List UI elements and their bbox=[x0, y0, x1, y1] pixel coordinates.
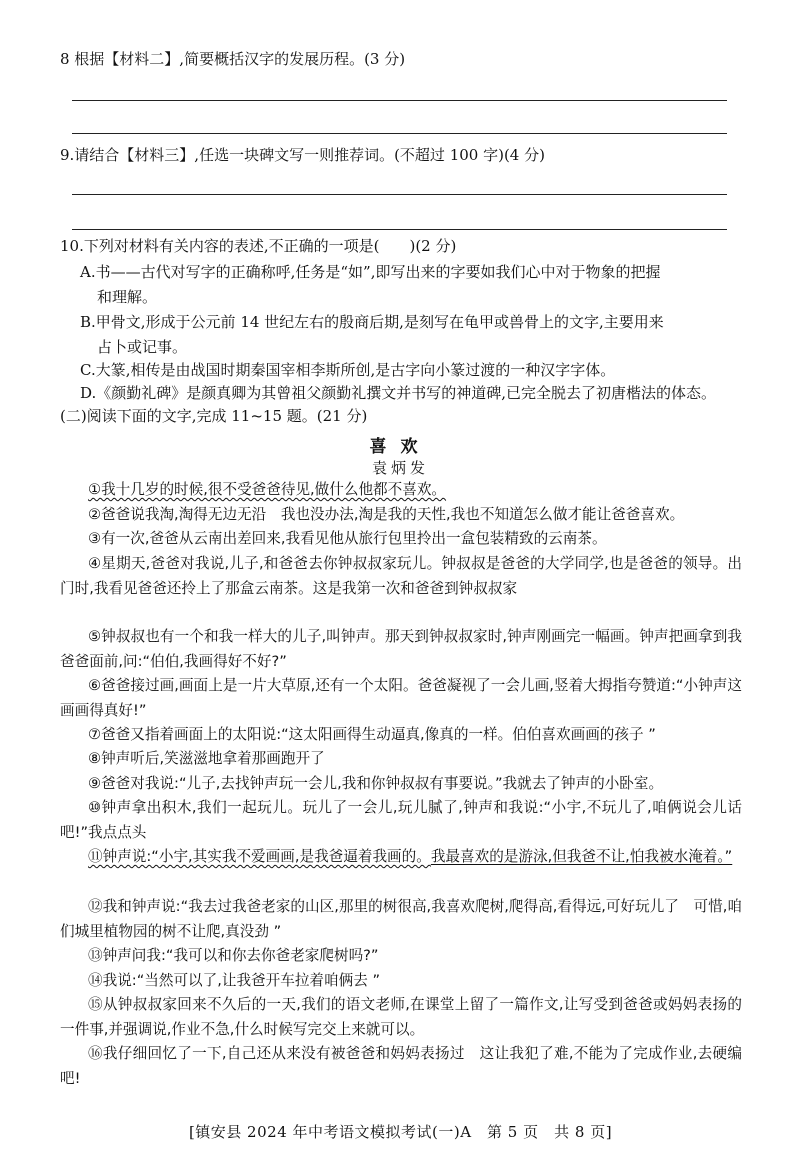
paragraph-4: ④星期天,爸爸对我说,儿子,和爸爸去你钟叔叔家玩儿。钟叔叔是爸爸的大学同学,也是爸爸的领导。出门时,我看见爸爸还拎上了那盒云南茶。这是我第一次和爸爸到钟叔叔家 bbox=[60, 555, 742, 597]
article-author: 袁炳发 bbox=[371, 459, 429, 477]
paragraph-2: ②爸爸说我淘,淘得无边无沿 我也没办法,淘是我的天性,我也不知道怎么做才能让爸爸喜欢。 bbox=[88, 506, 685, 523]
paragraph-12: ⑫我和钟声说:“我去过我爸老家的山区,那里的树很高,我喜欢爬树,爬得高,看得远,可好玩儿了 可惜,咱们城里植物园的树不让爬,真没劲 ” bbox=[60, 898, 742, 940]
option-c: C.大篆,相传是由战国时期秦国宰相李斯所创,是古字向小篆过渡的一种汉字字体。 bbox=[80, 361, 616, 379]
paragraph-13: ⑬钟声问我:“我可以和你去你爸老家爬树吗?” bbox=[88, 947, 379, 964]
paragraph-14: ⑭我说:“当然可以了,让我爸开车拉着咱俩去 ” bbox=[88, 972, 381, 989]
article-title: 喜欢 bbox=[369, 437, 432, 457]
underlined-text: 我最喜欢的是游泳,但我爸不让,怕我被水淹着。” bbox=[430, 848, 733, 865]
paragraph-7: ⑦爸爸又指着画面上的太阳说:“这太阳画得生动逼真,像真的一样。伯伯喜欢画画的孩子 ” bbox=[88, 726, 656, 743]
answer-line[interactable] bbox=[72, 229, 727, 230]
paragraph-5: ⑤钟叔叔也有一个和我一样大的儿子,叫钟声。那天到钟叔叔家时,钟声刚画完一幅画。钟声把画拿到我爸爸面前,问:“伯伯,我画得好不好?” bbox=[60, 628, 742, 670]
paragraph-10: ⑩钟声拿出积木,我们一起玩儿。玩儿了一会儿,玩儿腻了,钟声和我说:“小宇,不玩儿了,咱俩说会儿话吧!”我点点头 bbox=[60, 799, 742, 841]
page-footer: [镇安县 2024 年中考语文模拟考试(一)A 第 5 页 共 8 页] bbox=[188, 1123, 613, 1141]
question-8: 8 根据【材料二】,简要概括汉字的发展历程。(3 分) bbox=[60, 50, 406, 68]
paragraph-3: ③有一次,爸爸从云南出差回来,我看见他从旅行包里拎出一盒包装精致的云南茶。 bbox=[88, 530, 607, 547]
answer-line[interactable] bbox=[72, 133, 727, 134]
paragraph-8: ⑧钟声听后,笑滋滋地拿着那画跑开了 bbox=[88, 750, 325, 767]
paragraph-16: ⑯我仔细回忆了一下,自己还从来没有被爸爸和妈妈表扬过 这让我犯了难,不能为了完成作业,去硬编吧! bbox=[60, 1045, 742, 1087]
wavy-underlined-text: ①我十几岁的时候,很不受爸爸待见,做什么他都不喜欢。 bbox=[88, 481, 447, 498]
option-b-continued: 占卜或记事。 bbox=[97, 338, 188, 356]
answer-line[interactable] bbox=[72, 100, 727, 101]
paragraph-11 bbox=[60, 845, 742, 870]
answer-line[interactable] bbox=[72, 194, 727, 195]
paragraph-1 bbox=[60, 478, 742, 503]
wavy-underlined-text: ⑪钟声说:“小宇,其实我不爱画画,是我爸逼着我画的。 bbox=[88, 848, 431, 865]
paragraph-6: ⑥爸爸接过画,画面上是一片大草原,还有一个太阳。爸爸凝视了一会儿画,竖着大拇指夸赞道:“小钟声这画画得真好!” bbox=[60, 677, 742, 719]
option-d: D.《颜勤礼碑》是颜真卿为其曾祖父颜勤礼撰文并书写的神道碑,已完全脱去了初唐楷法的体态。 bbox=[80, 384, 717, 402]
paragraph-9: ⑨爸爸对我说:“儿子,去找钟声玩一会儿,我和你钟叔叔有事要说。”我就去了钟声的小卧室。 bbox=[88, 775, 664, 792]
option-a: A.书——古代对写字的正确称呼,任务是“如”,即写出来的字要如我们心中对于物象的把握 bbox=[80, 263, 661, 281]
option-a-continued: 和理解。 bbox=[97, 288, 158, 306]
question-9: 9.请结合【材料三】,任选一块碑文写一则推荐词。(不超过 100 字)(4 分) bbox=[60, 146, 545, 164]
question-10: 10.下列对材料有关内容的表述,不正确的一项是( )(2 分) bbox=[60, 237, 457, 255]
section-2-heading: (二)阅读下面的文字,完成 11~15 题。(21 分) bbox=[60, 407, 368, 425]
paragraph-15: ⑮从钟叔叔家回来不久后的一天,我们的语文老师,在课堂上留了一篇作文,让写受到爸爸或妈妈表扬的一件事,并强调说,作业不急,什么时候写完交上来就可以。 bbox=[60, 996, 742, 1038]
option-b: B.甲骨文,形成于公元前 14 世纪左右的殷商后期,是刻写在龟甲或兽骨上的文字,主要用来 bbox=[80, 313, 664, 331]
